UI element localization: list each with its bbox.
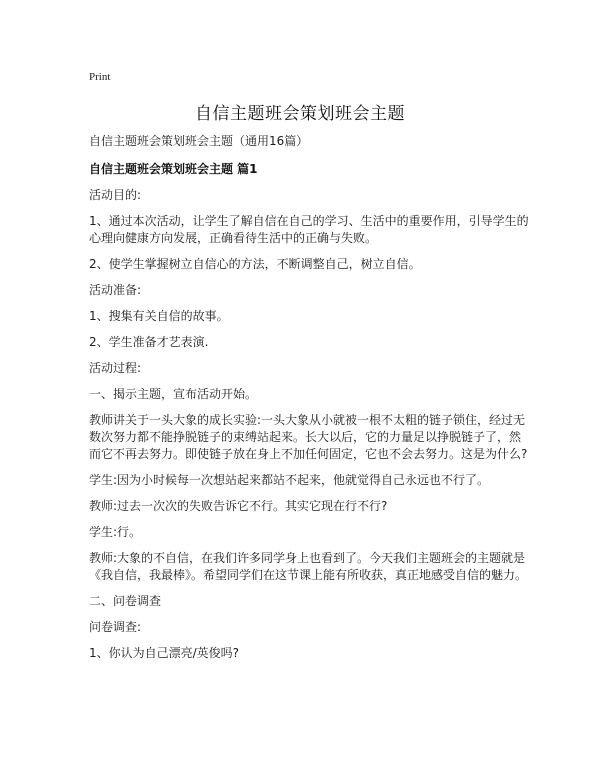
paragraph: 2、使学生掌握树立自信心的方法，不断调整自己，树立自信。 xyxy=(89,257,421,271)
paragraph: 二、问卷调查 xyxy=(89,594,162,608)
section-heading: 自信主题班会策划班会主题 篇1 xyxy=(89,162,258,176)
paragraph: 学生:行。 xyxy=(89,525,142,539)
paragraph: 活动准备: xyxy=(89,283,142,297)
paragraph: 问卷调查: xyxy=(89,620,142,634)
paragraph: 活动过程: xyxy=(89,361,142,375)
paragraph: 1、通过本次活动，让学生了解自信在自己的学习、生活中的重要作用，引导学生的心理向健康方向发展，正确看待生活中的正确与失败。 xyxy=(89,214,529,245)
document-subtitle: 自信主题班会策划班会主题（通用16篇） xyxy=(89,134,309,148)
paragraph: 2、学生准备才艺表演. xyxy=(89,335,209,349)
print-label: Print xyxy=(89,71,111,83)
paragraph: 教师:过去一次次的失败告诉它不行。其实它现在行不行? xyxy=(89,499,388,513)
paragraph: 1、搜集有关自信的故事。 xyxy=(89,309,229,323)
paragraph: 学生:因为小时候每一次想站起来都站不起来，他就觉得自己永远也不行了。 xyxy=(89,473,490,487)
paragraph: 活动目的: xyxy=(89,188,142,202)
document-body xyxy=(89,133,529,671)
paragraph: 教师讲关于一头大象的成长实验:一头大象从小就被一根不太粗的链子锁住，经过无数次努力都不能挣脱链子的束缚站起来。长大以后，它的力量足以挣脱链子了，然而它不再去努力。即使链子放在身上不加任何固定，它也不会去努力。这是为什么? xyxy=(89,413,528,461)
paragraph: 教师:大象的不自信，在我们许多同学身上也看到了。今天我们主题班会的主题就是《我自信，我最棒》。希望同学们在这节课上能有所收获，真正地感受自信的魅力。 xyxy=(89,551,528,582)
paragraph: 一、揭示主题，宣布活动开始。 xyxy=(89,387,258,401)
paragraph: 1、你认为自己漂亮/英俊吗? xyxy=(89,646,240,660)
document-title: 自信主题班会策划班会主题 xyxy=(195,104,405,124)
